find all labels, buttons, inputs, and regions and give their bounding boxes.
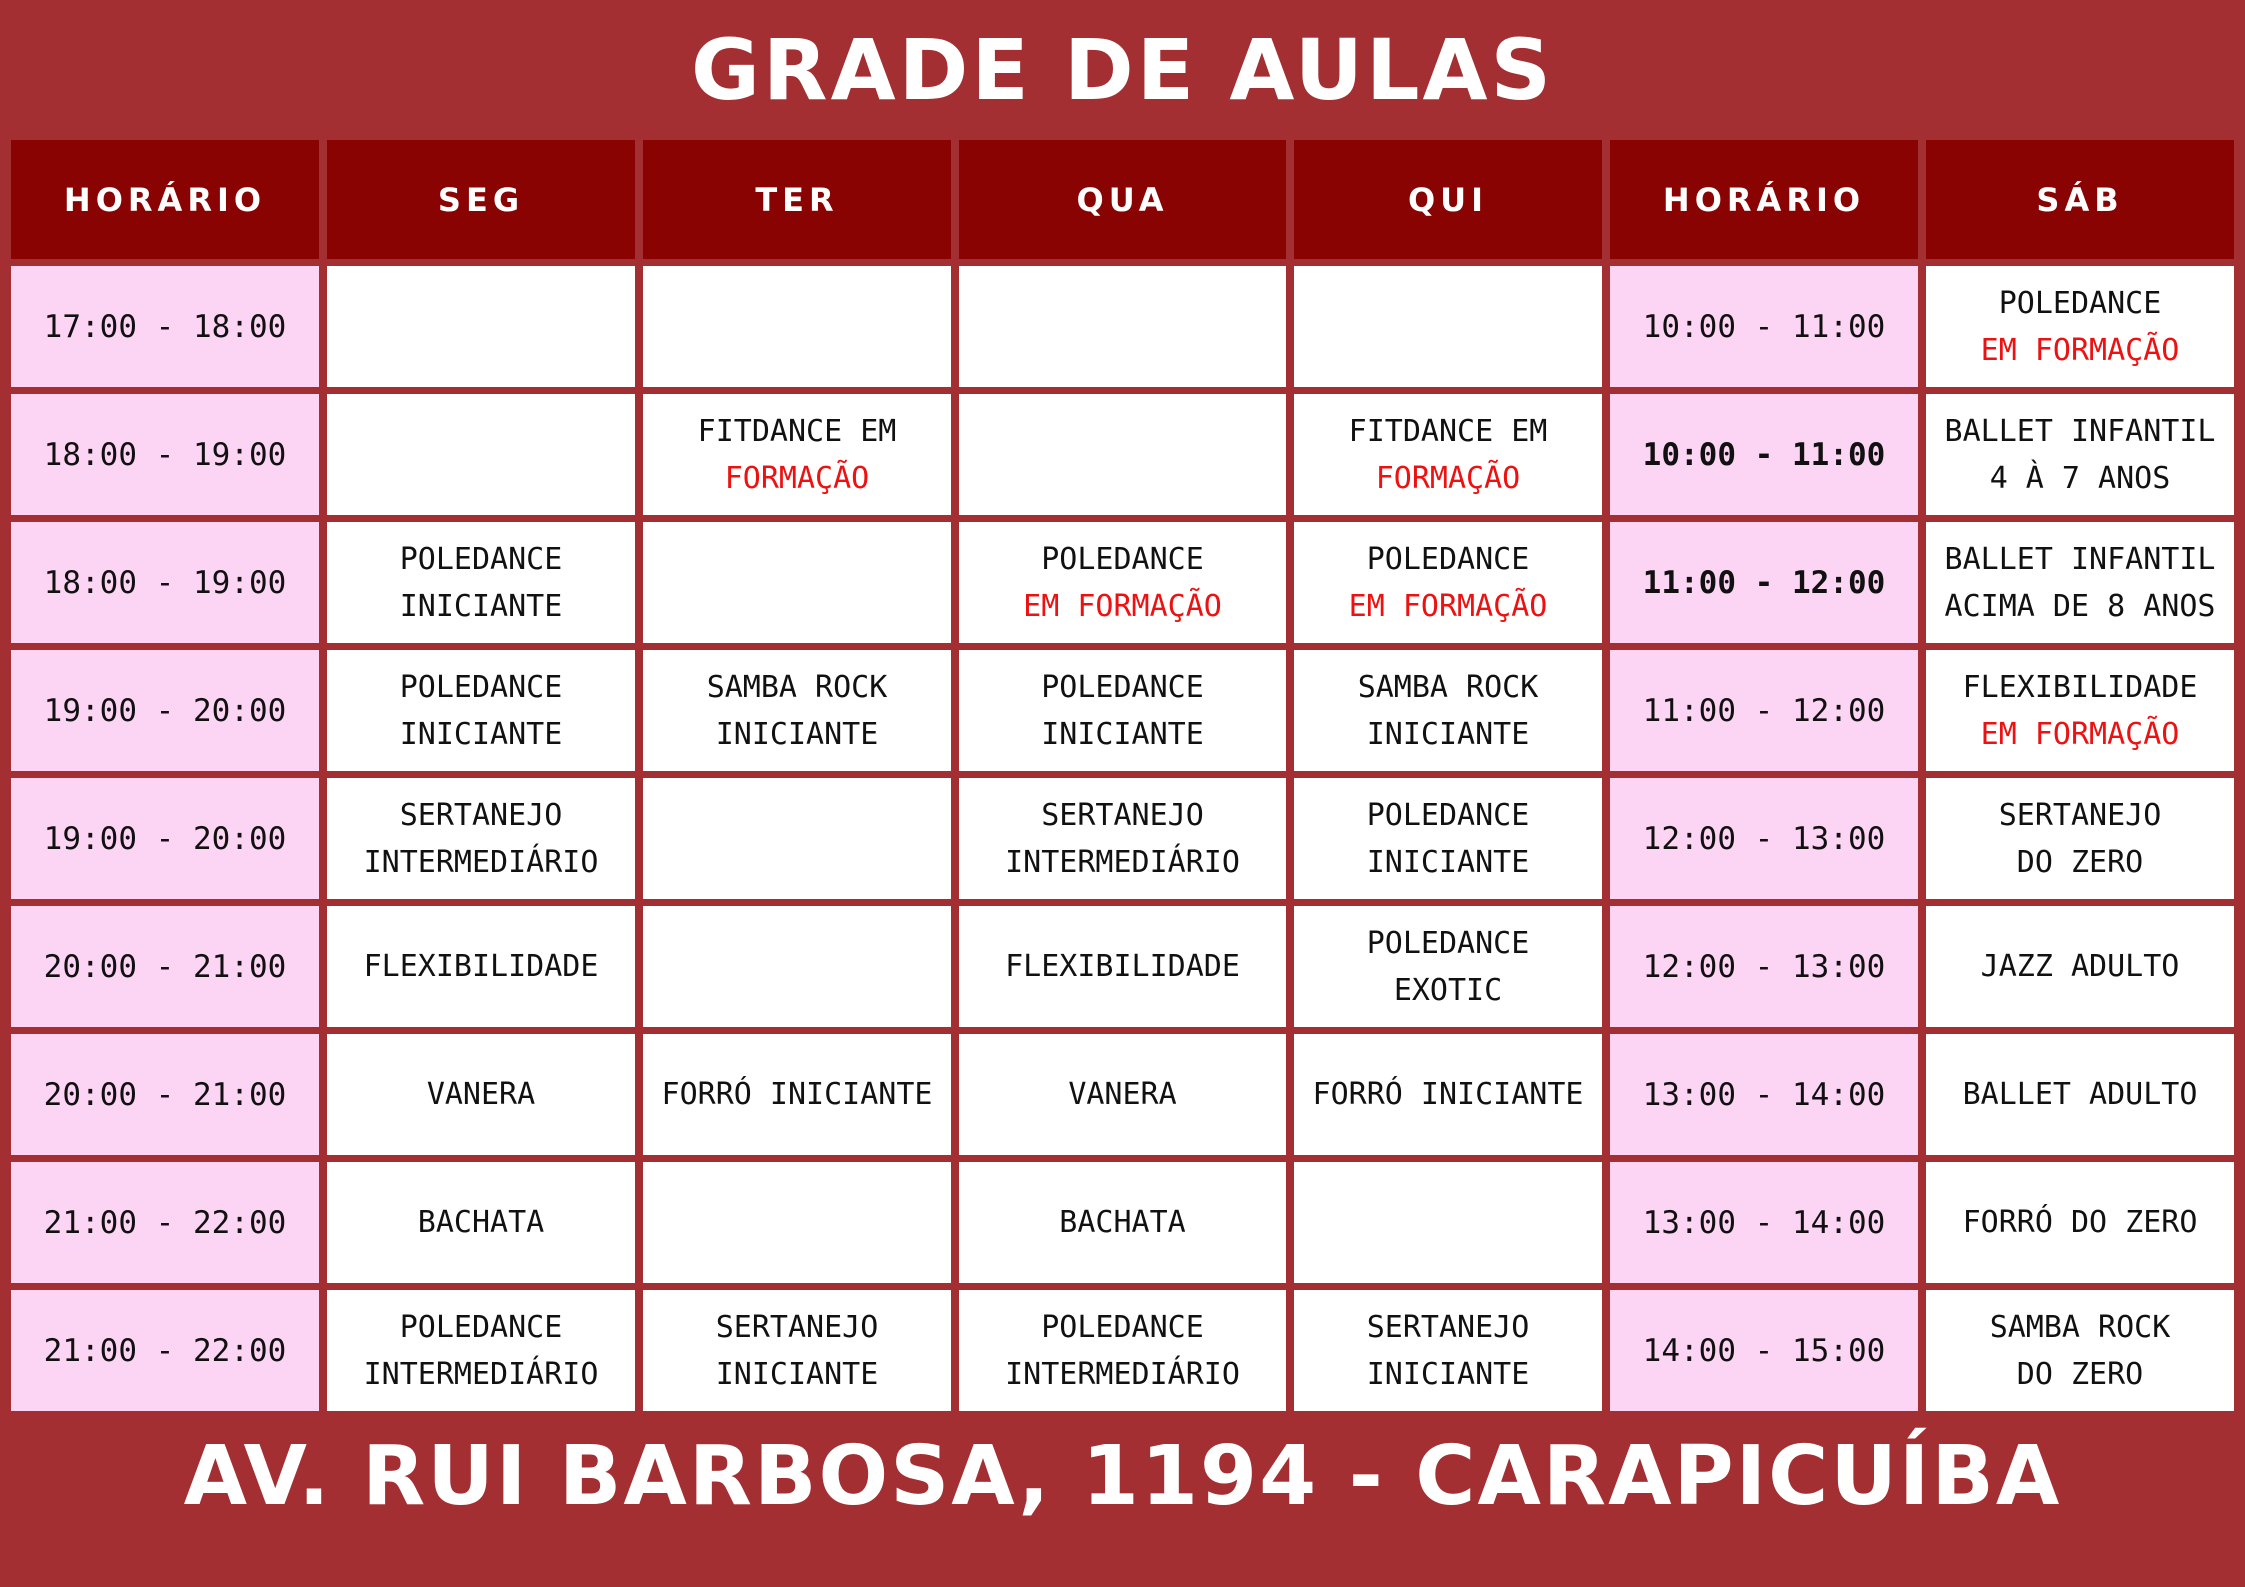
saturday-time-cell: 14:00 - 15:00 [1610, 1290, 1918, 1411]
class-cell-sab [1926, 1162, 2234, 1283]
class-cell-qui [1294, 394, 1602, 515]
time-cell: 19:00 - 20:00 [11, 778, 319, 899]
class-cell-ter [643, 650, 951, 771]
class-name-label: DO ZERO [2016, 1356, 2144, 1392]
class-name-label: POLEDANCE [1041, 1309, 1204, 1345]
class-cell-sab [1926, 1290, 2234, 1411]
time-cell: 17:00 - 18:00 [11, 266, 319, 387]
class-cell-qua [959, 778, 1286, 899]
saturday-time-cell: 12:00 - 13:00 [1610, 778, 1918, 899]
class-name-label: POLEDANCE [1041, 669, 1204, 705]
class-cell-ter [643, 1290, 951, 1411]
class-cell-seg [327, 1290, 635, 1411]
class-name-label: FITDANCE EM [1348, 413, 1548, 449]
time-cell: 20:00 - 21:00 [11, 906, 319, 1027]
class-cell-qui [1294, 522, 1602, 643]
class-cell-qua [959, 906, 1286, 1027]
class-name-label: INTERMEDIÁRIO [363, 844, 599, 880]
time-cell: 18:00 - 19:00 [11, 394, 319, 515]
class-name-label: FORRÓ INICIANTE [661, 1077, 933, 1112]
class-name-label: SERTANEJO [1041, 797, 1204, 833]
class-name-label: VANERA [426, 1077, 536, 1112]
class-cell-sab [1926, 266, 2234, 387]
class-name-label: 4 À 7 ANOS [1989, 460, 2171, 496]
class-status-label: FORMAÇÃO [724, 460, 870, 496]
class-name-label: SERTANEJO [1366, 1309, 1530, 1345]
class-cell-qua [959, 1034, 1286, 1155]
class-name-label: INICIANTE [1366, 716, 1530, 752]
class-cell-ter [643, 1034, 951, 1155]
class-name-label: SERTANEJO [715, 1309, 879, 1345]
class-name-label: POLEDANCE [399, 669, 563, 705]
class-name-label: INICIANTE [399, 716, 563, 752]
class-name-label: BALLET INFANTIL [1944, 413, 2216, 449]
class-cell-sab [1926, 522, 2234, 643]
class-cell-qui [1294, 1162, 1602, 1283]
header-sab: SÁB [1926, 140, 2234, 259]
class-cell-qua [959, 394, 1286, 515]
class-name-label: POLEDANCE [399, 1309, 563, 1345]
class-cell-ter [643, 778, 951, 899]
class-status-label: EM FORMAÇÃO [1023, 588, 1222, 624]
class-name-label: INICIANTE [1366, 844, 1530, 880]
class-name-label: VANERA [1068, 1077, 1177, 1112]
class-cell-seg [327, 906, 635, 1027]
class-cell-qui [1294, 650, 1602, 771]
class-name-label: BACHATA [1059, 1205, 1186, 1240]
class-name-label: POLEDANCE [1366, 925, 1530, 961]
class-name-label: BALLET ADULTO [1962, 1077, 2198, 1112]
class-name-label: INICIANTE [399, 588, 563, 624]
class-name-label: INICIANTE [715, 716, 879, 752]
time-cell: 20:00 - 21:00 [11, 1034, 319, 1155]
header-horario-sab: HORÁRIO [1610, 140, 1918, 259]
class-cell-qui [1294, 1290, 1602, 1411]
class-cell-qua [959, 1162, 1286, 1283]
class-cell-ter [643, 906, 951, 1027]
header-seg: SEG [327, 140, 635, 259]
class-cell-ter [643, 394, 951, 515]
class-cell-ter [643, 1162, 951, 1283]
class-name-label: JAZZ ADULTO [1980, 949, 2180, 984]
class-cell-qui [1294, 906, 1602, 1027]
class-name-label: POLEDANCE [1998, 285, 2162, 321]
class-name-label: POLEDANCE [399, 541, 563, 577]
class-cell-ter [643, 522, 951, 643]
time-cell: 21:00 - 22:00 [11, 1290, 319, 1411]
time-cell: 19:00 - 20:00 [11, 650, 319, 771]
time-cell: 18:00 - 19:00 [11, 522, 319, 643]
class-name-label: SERTANEJO [399, 797, 563, 833]
saturday-time-cell: 13:00 - 14:00 [1610, 1162, 1918, 1283]
class-cell-sab [1926, 650, 2234, 771]
class-name-label: FORRÓ DO ZERO [1962, 1205, 2198, 1240]
class-name-label: FITDANCE EM [697, 413, 897, 449]
class-name-label: INTERMEDIÁRIO [1005, 844, 1240, 880]
saturday-time-cell: 10:00 - 11:00 [1610, 266, 1918, 387]
class-status-label: FORMAÇÃO [1375, 460, 1521, 496]
class-name-label: POLEDANCE [1366, 541, 1530, 577]
class-name-label: POLEDANCE [1366, 797, 1530, 833]
address-footer: AV. RUI BARBOSA, 1194 - CARAPICUÍBA [183, 1429, 2062, 1524]
class-name-label: INICIANTE [1366, 1356, 1530, 1392]
class-cell-ter [643, 266, 951, 387]
class-cell-qui [1294, 266, 1602, 387]
class-cell-sab [1926, 906, 2234, 1027]
header-qua: QUA [959, 140, 1286, 259]
class-name-label: INTERMEDIÁRIO [363, 1356, 599, 1392]
class-cell-seg [327, 394, 635, 515]
class-cell-qua [959, 522, 1286, 643]
class-status-label: EM FORMAÇÃO [1980, 332, 2180, 368]
class-name-label: FLEXIBILIDADE [363, 949, 599, 984]
schedule-table [11, 140, 2234, 1411]
class-cell-seg [327, 1034, 635, 1155]
class-name-label: EXOTIC [1393, 972, 1503, 1008]
header-qui: QUI [1294, 140, 1602, 259]
class-cell-sab [1926, 778, 2234, 899]
class-cell-qua [959, 266, 1286, 387]
class-name-label: BALLET INFANTIL [1944, 541, 2216, 577]
class-name-label: INICIANTE [715, 1356, 879, 1392]
saturday-time-cell: 11:00 - 12:00 [1610, 650, 1918, 771]
class-cell-seg [327, 522, 635, 643]
class-name-label: DO ZERO [2016, 844, 2144, 880]
saturday-time-cell: 13:00 - 14:00 [1610, 1034, 1918, 1155]
class-name-label: SAMBA ROCK [1989, 1309, 2171, 1345]
class-cell-qui [1294, 1034, 1602, 1155]
page-title: GRADE DE AULAS [690, 21, 1554, 119]
class-name-label: SAMBA ROCK [1357, 669, 1539, 705]
class-name-label: FLEXIBILIDADE [1962, 669, 2198, 705]
class-cell-qui [1294, 778, 1602, 899]
header-ter: TER [643, 140, 951, 259]
class-cell-sab [1926, 394, 2234, 515]
header-horario: HORÁRIO [11, 140, 319, 259]
class-status-label: EM FORMAÇÃO [1980, 716, 2180, 752]
class-name-label: BACHATA [417, 1205, 545, 1240]
class-name-label: SAMBA ROCK [706, 669, 888, 705]
class-name-label: INICIANTE [1041, 716, 1204, 752]
class-name-label: INTERMEDIÁRIO [1005, 1356, 1240, 1392]
class-status-label: EM FORMAÇÃO [1348, 588, 1548, 624]
class-name-label: POLEDANCE [1041, 541, 1204, 577]
class-cell-seg [327, 778, 635, 899]
saturday-time-cell: 10:00 - 11:00 [1610, 394, 1918, 515]
class-name-label: SERTANEJO [1998, 797, 2162, 833]
class-cell-seg [327, 266, 635, 387]
class-name-label: ACIMA DE 8 ANOS [1944, 588, 2216, 624]
class-cell-sab [1926, 1034, 2234, 1155]
saturday-time-cell: 11:00 - 12:00 [1610, 522, 1918, 643]
class-cell-qua [959, 650, 1286, 771]
class-name-label: FLEXIBILIDADE [1005, 949, 1240, 984]
time-cell: 21:00 - 22:00 [11, 1162, 319, 1283]
saturday-time-cell: 12:00 - 13:00 [1610, 906, 1918, 1027]
class-cell-seg [327, 1162, 635, 1283]
class-cell-seg [327, 650, 635, 771]
class-name-label: FORRÓ INICIANTE [1312, 1077, 1584, 1112]
class-cell-qua [959, 1290, 1286, 1411]
